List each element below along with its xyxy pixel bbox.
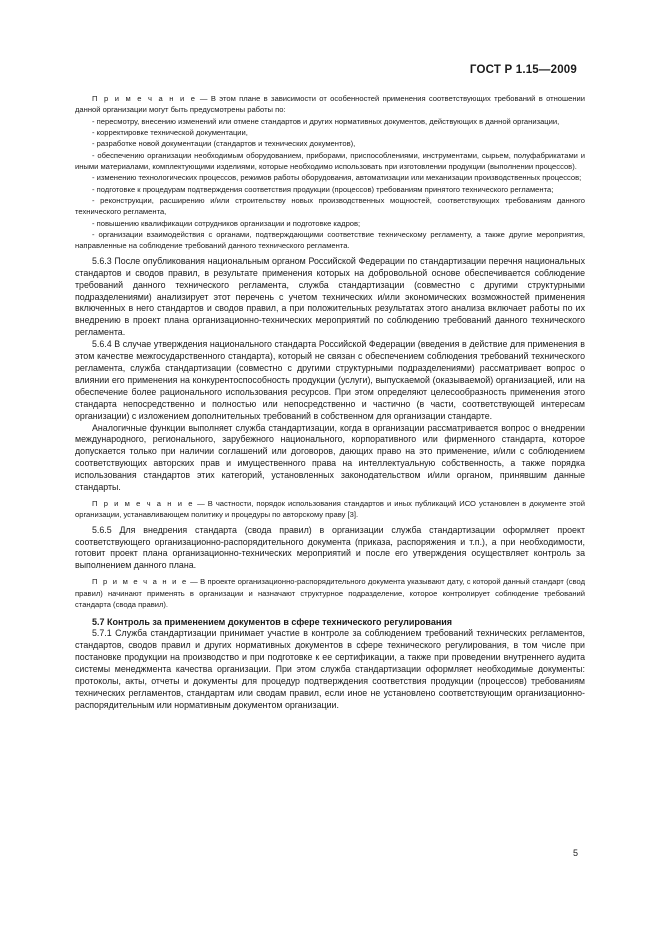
page-number: 5 (572, 848, 578, 858)
note-text: — В частности, порядок использования стандартов и иных публикаций ИСО установлен в документе этой организации, устанавливающем политику и процедуры по авторскому праву [3]. (75, 498, 586, 520)
section-heading-5-7: 5.7 Контроль за применением документов в сфере технического регулирования (92, 617, 453, 628)
note-lead: П р и м е ч а н и е (92, 577, 188, 587)
paragraph-5-6-5: 5.6.5 Для внедрения стандарта (свода правил) в организации служба стандартизации оформляет проект соответствующего организационно-распорядительного документа (приказа, распоряжения и т.п.), а при необходимости, готовит проект плана организационно-технических мероприятий и после его утверждения осуществляет контроль за выполнением данного плана. (75, 524, 585, 571)
paragraph-5-6-3: 5.6.3 После опубликования национальным органом Российской Федерации по стандартизации перечня национальных стандартов и сводов правил, в результате применения которых на добровольной основе обеспечивается соблюдение требований данного технического регламента, служба стандартизации (совместно с другими структурными подразделениями) анализирует этот перечень с учетом технических и/или экономических возможностей применения включенных в него стандартов и сводов правил, а при положительных результатах этого анализа включает работы по их внедрению в проект плана организационно-технических мероприятий по соблюдению требований данного технического регламента. (75, 255, 585, 338)
note-list-item: - повышению квалификации сотрудников организации и подготовке кадров; (92, 218, 361, 228)
paragraph-5-7-1: 5.7.1 Служба стандартизации принимает участие в контроле за соблюдением требований технических регламентов, стандартов, сводов правил и других нормативных документов в сфере технического регулирования, в том числе при постановке продукции на производство и при подготовке к ее сертификации, а также при проведении внутреннего аудита системы менеджмента качества организации. При этом служба стандартизации оформляет необходимые документы: протоколы, акты, отчеты и документы для процедур подтверждения соответствия продукции (процессов) требованиям технических регламентов, стандартам или сводам правил, если иное не установлено соответствующим организационно-распорядительным или нормативным документом организации. (75, 628, 585, 710)
note-text: — В проекте организационно-распорядительного документа указывают дату, с которой данный стандарт (свод правил) начинают применять в организации и назначают структурное подразделение, которое контролирует соблюдение требований стандарта (свода правил). (75, 577, 585, 609)
note-text: — В этом плане в зависимости от особенностей применения соответствующих требований в отношении данной организации могут быть предусмотрены работы по: (75, 94, 586, 115)
note-lead: П р и м е ч а н и е (92, 498, 195, 508)
page-content (75, 93, 585, 712)
note-list-item: - организации взаимодействия с органами, подтверждающими соответствие техническому регламенту, а также другие мероприятия, направленные на соблюдение требований данного технического регламента. (75, 230, 585, 251)
note-lead: П р и м е ч а н и е (92, 94, 197, 103)
note-list-item: - корректировке технической документации, (92, 128, 248, 138)
note-list-item: - пересмотру, внесению изменений или отмене стандартов и других нормативных документов, действующих в данной организации, (92, 116, 560, 126)
note-list-item: - разработке новой документации (стандартов и технических документов), (92, 139, 356, 149)
note-iso (75, 498, 585, 521)
note-list-item: - подготовке к процедурам подтверждения соответствия продукции (процессов) требованиям принятого технического регламента; (92, 184, 554, 194)
document-code: ГОСТ Р 1.15—2009 (469, 64, 577, 76)
paragraph-5-6-4: 5.6.4 В случае утверждения национального стандарта Российской Федерации (введения в действие для применения в этом качестве межгосударственного стандарта), который не связан с обеспечением соблюдения требований технического регламента, служба стандартизации (совместно с другими структурными подразделениями) рассматривает вопрос о влиянии его применения на конкурентоспособность продукции (услуги), выпускаемой (оказываемой) организацией, или на обеспечение более рационального использования ресурсов. При этом определяют целесообразность применения этого стандарта непосредственно и полностью или непосредственно и частично (в части, соответствующей интересам организации) с изложением дополнительных требований в собственном для организации стандарте. (75, 339, 585, 421)
note-intro (75, 93, 585, 116)
note-order (75, 576, 585, 610)
paragraph-5-6-4-continued: Аналогичные функции выполняет служба стандартизации, когда в организации рассматривается вопрос о внедрении международного, регионального, зарубежного национального, корпоративного или фирменного стандарта, которое допускается только при наличии соглашений или договоров, дающих право на это применение, и/или с соблюдением соответствующих авторских прав и имущественного права на интеллектуальную собственность, а также порядка использования стандартов этих категорий, установленных законодательством и/или органом, принявшим данные стандарты. (75, 422, 585, 493)
note-list-item: - изменению технологических процессов, режимов работы оборудования, автоматизации или механизации производственных процессов; (92, 173, 582, 183)
note-list-item: - обеспечению организации необходимым оборудованием, приборами, приспособлениями, инструментами, сырьем, полуфабрикатами и иными материалами, комплектующими изделиями, которые необходимо использовать при изготовлении продукции (выполнении процессов). (75, 150, 585, 172)
note-list-item: - реконструкции, расширению и/или строительству новых производственных мощностей, соответствующих требованиям данного технического регламента, (75, 196, 585, 217)
